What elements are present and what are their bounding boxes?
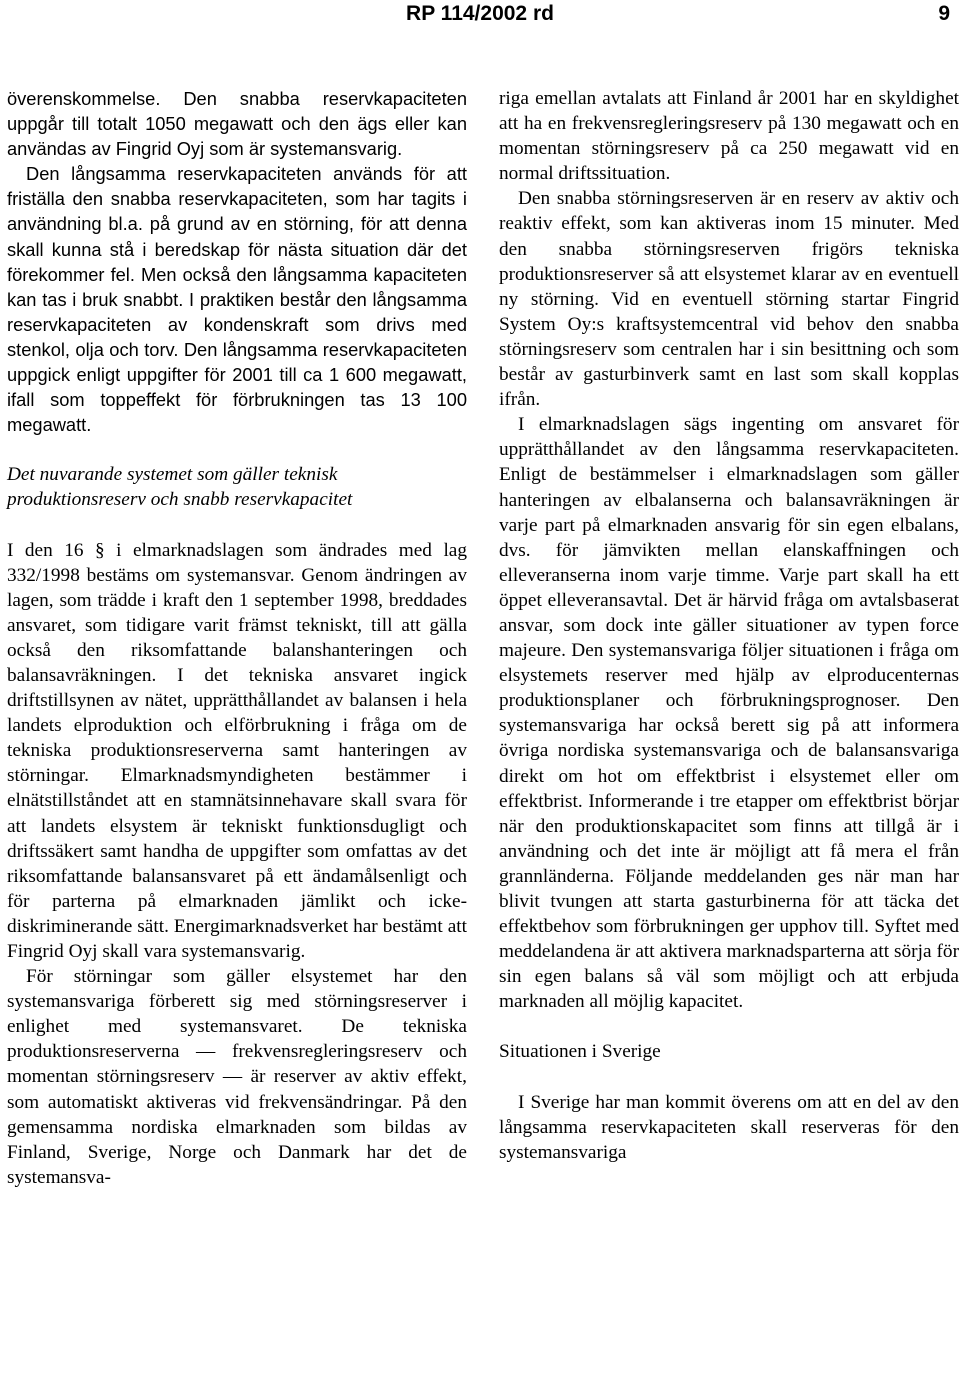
right-column (499, 86, 959, 1165)
paragraph-continuation: överenskommelse. Den snabba reservkapaciteten uppgår till totalt 1050 megawatt och den ägs eller kan användas av Fingrid Oyj som är systemansvarig. (7, 88, 467, 160)
paragraph-slow-reserve: Den långsamma reservkapaciteten används för att friställa den snabba reservkapaciteten, som har tagits i användning bl.a. på grund av en störning, för att denna skall kunna stå i beredskap för nästa situation där det förekommer fel. Men också den långsamma kapaciteten kan tas i bruk snabbt. I praktiken består den långsamma reservkapaciteten av kondenskraft som drivs med stenkol, olja och torv. Den långsamma reservkapaciteten uppgick enligt uppgifter för 2001 till ca 1 600 megawatt, ifall som toppeffekt för förbrukningen tas 13 100 megawatt. (7, 163, 467, 436)
section-heading: Det nuvarande systemet som gäller teknisk produktionsreserv och snabb reservkapacitet (7, 464, 353, 511)
paragraph-disturbance-reserves: För störningar som gäller elsystemet har den systemansvariga förberett sig med störningsreserver i enlighet med systemansvaret. De tekniska produktionsreserverna — frekvensregleringsreserv och momentan störningsreserv — är reserver av aktiv effekt, som automatiskt aktiveras vid frekvensändringar. På den gemensamma nordiska elmarknaden som bildas av Finland, Sverige, Norge och Danmark har det de systemansva- (7, 966, 467, 1188)
paragraph-continuation-right: riga emellan avtalats att Finland år 2001 har en skyldighet att ha en frekvensregleringsreserv på 130 megawatt och en momentan störningsreserv på ca 250 megawatt vid en normal driftssituation. (499, 88, 959, 185)
paragraph-fast-reserve: Den snabba störningsreserven är en reserv av aktiv och reaktiv effekt, som kan aktiveras inom 15 minuter. Med den snabba störningsreserven frigörs tekniska produktionsreserver så att elsystemet klarar av en eventuell ny störning. Vid en eventuell störning startar Fingrid System Oy:s kraftsystemcentral vid behov den snabba störningsreserv som centralen har i sin besittning och som består av gasturbinverk samt en last som skall kopplas ifrån. (499, 188, 959, 411)
paragraph-system-responsibility: I den 16 § i elmarknadslagen som ändrades med lag 332/1998 bestäms om systemansvar. Genom ändringen av lagen, som trädde i kraft den 1 september 1998, breddades ansvaret, som tidigare varit främst tekniskt, till att gälla också den riksomfattande balanshanteringen och balansavräkningen. I det tekniska ansvaret ingick driftstillsynen av nätet, upprätthållandet av balansen i hela landets elproduktion och elförbrukning i fråga om de tekniska produktionsreserverna samt hanteringen av störningar. Elmarknadsmyndigheten bestämmer i elnätstillståndet att en stamnätsinnehavare skall svara för att landets elsystem är tekniskt funktionsdugligt och driftssäkert samt handha de uppgifter som omfattas av det riksomfattande balansansvaret på ett ändamålsenligt och för parterna på elmarknaden jämlikt och icke-diskriminerande sätt. Energimarknadsverket har bestämt att Fingrid Oyj skall vara systemansvarig. (7, 539, 467, 962)
document-id: RP 114/2002 rd (406, 2, 554, 25)
paragraph-sweden: I Sverige har man kommit överens om att en del av den långsamma reservkapaciteten skall reserveras för den systemansvariga (499, 1091, 959, 1163)
page-header (0, 0, 960, 30)
page-number: 9 (938, 2, 950, 25)
section-heading-sweden: Situationen i Sverige (499, 1041, 661, 1063)
paragraph-market-law: I elmarknadslagen sägs ingenting om ansvaret för upprätthållandet av den långsamma reservkapaciteten. Enligt de bestämmelser i elmarknadslagen som gäller hanteringen av elbalanserna och balansavräkningen är varje part på elmarknaden ansvarig för sin egen elbalans, dvs. för jämvikten mellan elanskaffningen och elleveranserna inom varje timme. Varje part skall ha ett öppet elleveransavtal. Det är härvid fråga om avtalsbaserat ansvar, som dock inte gäller situationer av typen force majeure. Den systemansvariga följer situationen i fråga om elsystemets reserver med hjälp av elproducenternas produktionsplaner och förbrukningsprognoser. Den systemansvariga har också berett sig på att informera övriga nordiska systemansvariga och de balansansvariga direkt om hot om effektbrist i elsystemet eller om effektbrist. Informerande i tre etapper om effektbrist börjar när den produktionskapacitet som finns att tillgå är i användning och det inte är möjligt att få mera el från grannländerna. Följande meddelanden ges när man har blivit tvungen att starta gasturbinerna för att täcka det effektbehov som förbrukningen ger upphov till. Syftet med meddelandena är att aktivera marknadsparterna att sörja för sin egen balans så väl som möjligt och att erbjuda marknaden all möjlig kapacitet. (499, 414, 959, 1013)
left-column (7, 86, 467, 1190)
